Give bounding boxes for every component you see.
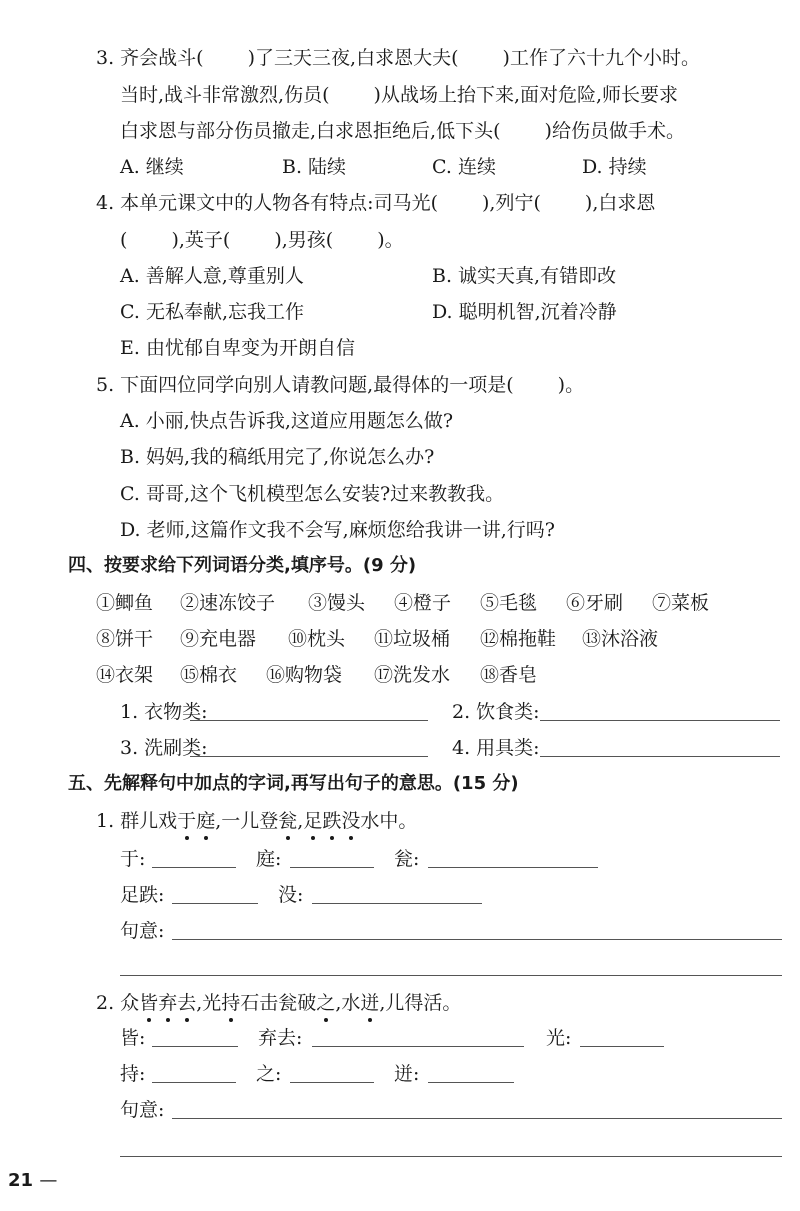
field-jie-answer-line[interactable] [152,1046,238,1047]
field-zudie-answer-line[interactable] [172,903,258,904]
q4-option-c: C. 无私奉献,忘我工作 [120,301,304,323]
category-food-answer-line[interactable] [540,720,780,721]
word-item: ⑯购物袋 [266,664,343,686]
q5-stem: 5. 下面四位同学向别人请教问题,最得体的一项是( )。 [96,374,585,396]
field-guang-label: 光: [546,1027,572,1049]
q4-option-d: D. 聪明机智,沉着冷静 [432,301,617,323]
category-washing-answer-line[interactable] [190,756,428,757]
field-ting-answer-line[interactable] [290,867,374,868]
category-clothing-label: 1. 衣物类: [120,701,208,723]
sentence-1-part: 1. 群儿戏 [96,810,178,832]
field-chi-label: 持: [120,1063,146,1085]
field-qiqu-answer-line[interactable] [312,1046,524,1047]
word-item: ⑰洗发水 [374,664,451,686]
word-item: ⑧饼干 [96,628,154,650]
sentence-2-part: 石击瓮破 [240,992,317,1014]
dotted-word: 皆 [139,989,158,1017]
q3-option-c: C. 连续 [432,156,496,178]
section-5-heading: 五、先解释句中加点的字词,再写出句子的意思。(15 分) [68,773,519,794]
q4-line2: ( ),英子( ),男孩( )。 [120,229,404,251]
field-chi-answer-line[interactable] [152,1082,236,1083]
category-washing-label: 3. 洗刷类: [120,737,208,759]
q4-option-e: E. 由忧郁自卑变为开朗自信 [120,337,355,359]
field-weng-label: 瓮: [394,848,420,870]
word-item: ②速冻饺子 [180,592,276,614]
field-beng-answer-line[interactable] [428,1082,514,1083]
dotted-word: 没 [341,807,360,835]
word-item: ⑤毛毯 [480,592,538,614]
word-item: ⑩枕头 [288,628,346,650]
q4-option-b: B. 诚实天真,有错即改 [432,265,617,287]
field-zhi-label: 之: [256,1063,282,1085]
word-item: ⑫棉拖鞋 [480,628,557,650]
q3-line1: 3. 齐会战斗( )了三天三夜,白求恩大夫( )工作了六十九个小时。 [96,47,700,69]
page-number-value: 21 [8,1170,34,1191]
sentence-1-part: ,一儿登 [215,810,279,832]
category-tools-answer-line[interactable] [540,756,780,757]
field-weng-answer-line[interactable] [428,867,598,868]
dotted-word: 跌 [322,807,341,835]
page-number-dash: — [39,1170,58,1191]
dotted-word: 于 [177,807,196,835]
field-ting-label: 庭: [256,848,282,870]
sentence-2-part: 2. 众 [96,992,140,1014]
q3-line3: 白求恩与部分伤员撤走,白求恩拒绝后,低下头( )给伤员做手术。 [120,120,685,142]
sentence-1 [96,807,417,835]
q5-option-a: A. 小丽,快点告诉我,这道应用题怎么做? [120,410,454,432]
q3-option-a: A. 继续 [120,156,184,178]
sentence-2-part: ,光 [196,992,222,1014]
meaning-1-answer-line-2[interactable] [120,975,782,976]
category-tools-label: 4. 用具类: [452,737,540,759]
word-item: ⑪垃圾桶 [374,628,451,650]
sentence-1-part: 水中。 [360,810,418,832]
word-item: ⑭衣架 [96,664,154,686]
word-item: ③馒头 [308,592,366,614]
word-item: ⑮棉衣 [180,664,238,686]
meaning-2-answer-line-2[interactable] [120,1156,782,1157]
word-item: ④橙子 [394,592,452,614]
field-mo-label: 没: [278,884,304,906]
q5-option-b: B. 妈妈,我的稿纸用完了,你说怎么办? [120,446,435,468]
sentence-1-part: , [297,810,304,832]
dotted-word: 去 [177,989,196,1017]
field-mo-answer-line[interactable] [312,903,482,904]
word-item: ⑬沐浴液 [582,628,659,650]
sentence-2-part: ,水 [335,992,361,1014]
dotted-word: 足 [303,807,322,835]
dotted-word: 庭 [196,807,215,835]
field-meaning-2-label: 句意: [120,1099,165,1121]
word-item: ⑱香皂 [480,664,538,686]
meaning-1-answer-line[interactable] [172,939,782,940]
section-4-heading: 四、按要求给下列词语分类,填序号。(9 分) [68,555,417,576]
dotted-phrase [139,992,196,1014]
q3-option-b: B. 陆续 [282,156,347,178]
field-yu-answer-line[interactable] [152,867,236,868]
q5-option-d: D. 老师,这篇作文我不会写,麻烦您给我讲一讲,行吗? [120,519,555,541]
dotted-word: 弃 [158,989,177,1017]
sentence-2 [96,989,461,1017]
dotted-word: 持 [221,989,240,1017]
q5-option-c: C. 哥哥,这个飞机模型怎么安装?过来教教我。 [120,483,505,505]
word-item: ⑥牙刷 [566,592,624,614]
dotted-word: 瓮 [278,807,297,835]
category-food-label: 2. 饮食类: [452,701,540,723]
dotted-phrase [303,810,360,832]
sentence-2-part: ,儿得活。 [379,992,462,1014]
page-number [8,1170,57,1191]
field-guang-answer-line[interactable] [580,1046,664,1047]
field-qiqu-label: 弃去: [258,1027,303,1049]
q4-line1: 4. 本单元课文中的人物各有特点:司马光( ),列宁( ),白求恩 [96,192,656,214]
field-zhi-answer-line[interactable] [290,1082,374,1083]
dotted-word: 迸 [360,989,379,1017]
q3-option-d: D. 持续 [582,156,647,178]
field-zudie-label: 足跌: [120,884,165,906]
word-item: ⑨充电器 [180,628,257,650]
field-yu-label: 于: [120,848,146,870]
category-clothing-answer-line[interactable] [190,720,428,721]
word-item: ①鲫鱼 [96,592,154,614]
q3-line2: 当时,战斗非常激烈,伤员( )从战场上抬下来,面对危险,师长要求 [120,84,679,106]
field-jie-label: 皆: [120,1027,146,1049]
meaning-2-answer-line[interactable] [172,1118,782,1119]
field-meaning-1-label: 句意: [120,920,165,942]
dotted-word: 之 [316,989,335,1017]
q4-option-a: A. 善解人意,尊重别人 [120,265,304,287]
word-item: ⑦菜板 [652,592,710,614]
field-beng-label: 迸: [394,1063,420,1085]
